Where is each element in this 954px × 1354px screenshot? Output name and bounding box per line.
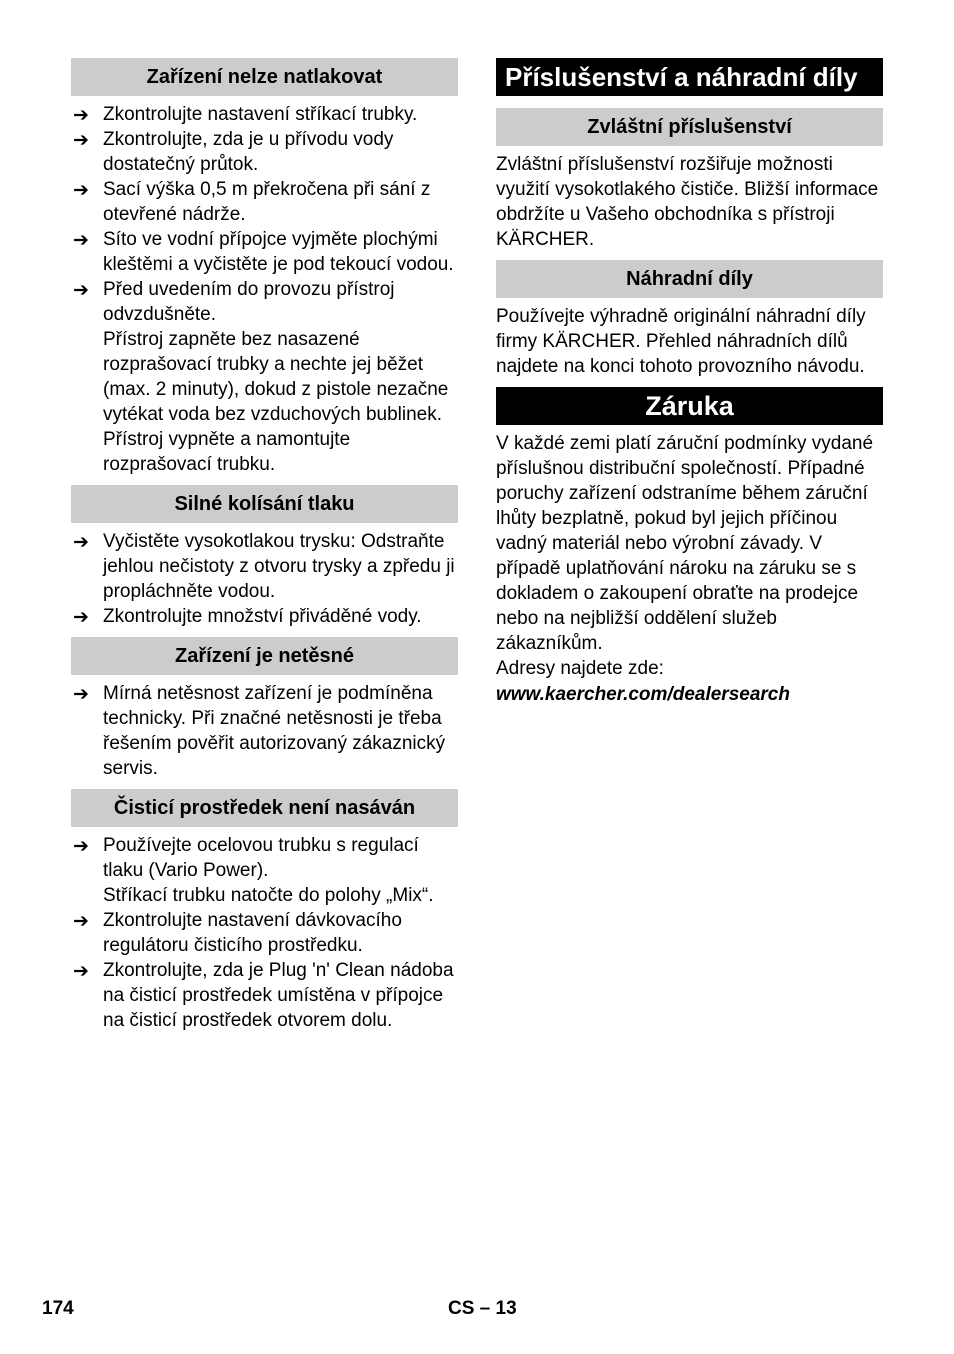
spare-parts-text: Používejte výhradně originální náhradní díly firmy KÄRCHER. Přehled náhradních dílů najdete na konci tohoto provozního návodu. xyxy=(496,306,866,377)
arrow-right-icon: ➔ xyxy=(73,280,89,301)
bullet-list xyxy=(71,675,458,781)
list-item-text: Zkontrolujte nastavení dávkovacího regulátoru čisticího prostředku. xyxy=(103,910,402,956)
arrow-right-icon: ➔ xyxy=(73,230,89,251)
arrow-right-icon: ➔ xyxy=(73,607,89,628)
list-item xyxy=(71,908,458,958)
special-accessories-text: Zvláštní příslušenství rozšiřuje možnosti využití vysokotlakého čističe. Bližší informace obdržíte u Vašeho obchodníka s přístroji KÄRCHER. xyxy=(496,154,879,250)
dealer-search-link[interactable]: www.kaercher.com/dealersearch xyxy=(496,684,790,705)
list-item-text: Používejte ocelovou trubku s regulací tlaku (Vario Power). xyxy=(103,835,419,881)
arrow-right-icon: ➔ xyxy=(73,911,89,932)
list-item xyxy=(71,177,458,227)
arrow-right-icon: ➔ xyxy=(73,684,89,705)
list-item-text: Vyčistěte vysokotlakou trysku: Odstraňte jehlou nečistoty z otvoru trysky a zpředu ji propláchněte vodou. xyxy=(103,531,455,602)
list-item-text: Sací výška 0,5 m překročena při sání z otevřené nádrže. xyxy=(103,179,431,225)
list-item-text: Zkontrolujte, zda je Plug 'n' Clean nádoba na čisticí prostředek umístěna v přípojce na čisticí prostředek otvorem dolu. xyxy=(103,960,454,1031)
accessories-heading: Příslušenství a náhradní díly xyxy=(496,58,883,96)
list-item-text: Zkontrolujte nastavení stříkací trubky. xyxy=(103,104,418,125)
bullet-list xyxy=(71,96,458,477)
warranty-heading: Záruka xyxy=(496,387,883,425)
list-item xyxy=(71,277,458,477)
left-column xyxy=(71,58,458,1033)
address-label: Adresy najdete zde: xyxy=(496,658,664,679)
section-heading: Čisticí prostředek není nasáván xyxy=(71,789,458,827)
list-item-text: Mírná netěsnost zařízení je podmíněna technicky. Při značné netěsnosti je třeba řešením pověřit autorizovaný zákaznický servis. xyxy=(103,683,446,779)
arrow-right-icon: ➔ xyxy=(73,532,89,553)
section-heading: Silné kolísání tlaku xyxy=(71,485,458,523)
list-item xyxy=(71,529,458,604)
arrow-right-icon: ➔ xyxy=(73,961,89,982)
list-item-extra: Přístroj zapněte bez nasazené rozprašovací trubky a nechte jej běžet (max. 2 minuty), dokud z pistole nezačne vytékat voda bez vzduchových bublinek. Přístroj vypněte a namontujte rozprašovací trubku. xyxy=(103,329,449,475)
page-number: 174 xyxy=(42,1298,74,1319)
list-item xyxy=(71,681,458,781)
special-accessories-heading: Zvláštní příslušenství xyxy=(496,108,883,146)
arrow-right-icon: ➔ xyxy=(73,105,89,126)
section-heading: Zařízení je netěsné xyxy=(71,637,458,675)
arrow-right-icon: ➔ xyxy=(73,180,89,201)
list-item xyxy=(71,833,458,908)
list-item xyxy=(71,227,458,277)
list-item xyxy=(71,958,458,1033)
list-item-text: Zkontrolujte množství přiváděné vody. xyxy=(103,606,422,627)
warranty-text: V každé zemi platí záruční podmínky vydané příslušnou distribuční společností. Případné poruchy zařízení odstraníme během záruční lhůty bezplatně, pokud byl jejich příčinou vadný materiál nebo výrobní závady. V případě uplatňování nároku na záruku se s dokladem o zakoupení obraťte na prodejce nebo na nejbližší oddělení služeb zákazníkům. xyxy=(496,433,874,654)
right-column xyxy=(496,58,883,708)
list-item-text: Síto ve vodní přípojce vyjměte plochými kleštěmi a vyčistěte je pod tekoucí vodou. xyxy=(103,229,454,275)
section-heading: Zařízení nelze natlakovat xyxy=(71,58,458,96)
arrow-right-icon: ➔ xyxy=(73,130,89,151)
list-item-text: Zkontrolujte, zda je u přívodu vody dostatečný průtok. xyxy=(103,129,394,175)
bullet-list xyxy=(71,523,458,629)
list-item xyxy=(71,102,458,127)
list-item-extra: Stříkací trubku natočte do polohy „Mix“. xyxy=(103,885,434,906)
spare-parts-heading: Náhradní díly xyxy=(496,260,883,298)
bullet-list xyxy=(71,827,458,1033)
arrow-right-icon: ➔ xyxy=(73,836,89,857)
list-item xyxy=(71,127,458,177)
list-item-text: Před uvedením do provozu přístroj odvzdušněte. xyxy=(103,279,395,325)
list-item xyxy=(71,604,458,629)
language-page-label: CS – 13 xyxy=(448,1298,517,1319)
